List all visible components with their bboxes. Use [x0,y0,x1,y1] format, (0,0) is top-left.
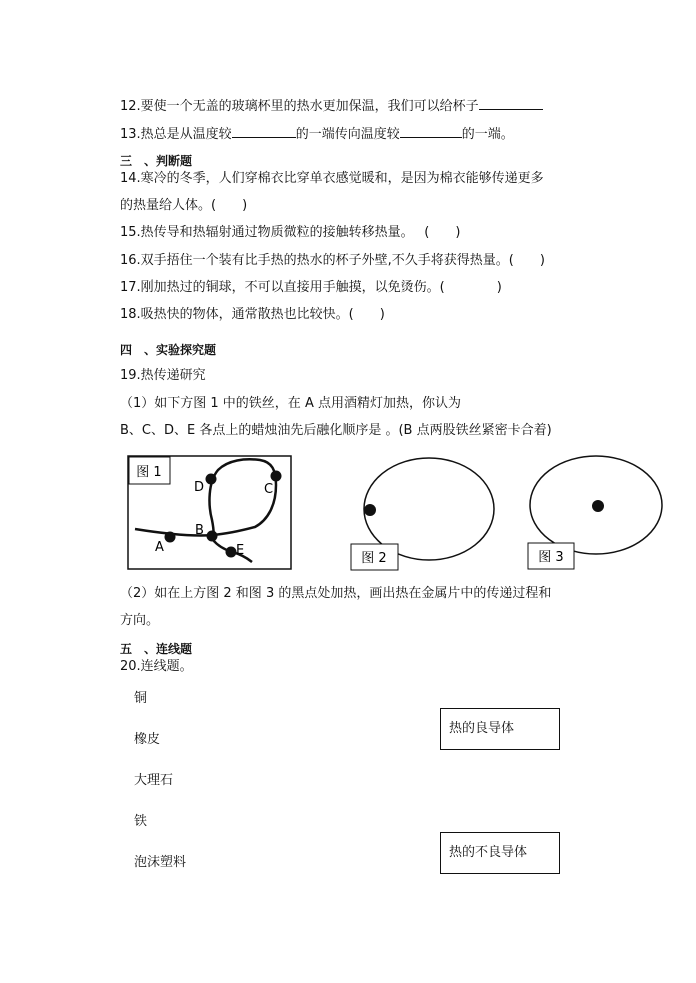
question-18: 18.吸热快的物体，通常散热也比较快。( ) [120,307,385,322]
figure-3-heat-dot [592,500,604,512]
good-conductor-box[interactable]: 热的良导体 [440,708,560,750]
point-b-dot [207,531,218,542]
point-e-dot [226,547,237,558]
section-5-heading: 五 、连线题 [120,642,193,656]
match-item-iron[interactable]: 铁 [134,814,148,829]
question-13-part3: 的一端。 [461,127,514,142]
figure-3 [528,456,662,569]
question-13-part2: 的一端传向温度较 [295,127,400,142]
question-14-line1: 14.寒冷的冬季，人们穿棉衣比穿单衣感觉暖和，是因为棉衣能够传递更多 [120,171,544,186]
question-19: 19.热传递研究 [120,368,206,383]
match-item-eraser[interactable]: 橡皮 [134,732,161,747]
match-item-marble[interactable]: 大理石 [134,773,174,788]
question-13-part1: 13.热总是从温度较 [120,127,232,142]
figure-2-label: 图 2 [361,551,387,566]
poor-conductor-box[interactable]: 热的不良导体 [440,832,560,874]
point-a-label: A [155,540,164,555]
question-19-2-line1: （2）如在上方图 2 和图 3 的黑点处加热，画出热在金属片中的传递过程和 [120,586,552,601]
question-12-text: 12.要使一个无盖的玻璃杯里的热水更加保温，我们可以给杯子 [120,99,479,114]
figure-3-label: 图 3 [538,550,564,565]
question-19-2-line2: 方向。 [120,613,160,628]
question-19-1-line2: B、C、D、E 各点上的蜡烛油先后融化顺序是 。(B 点两股铁丝紧密卡合着) [120,423,552,438]
point-b-label: B [195,523,204,538]
point-a-dot [165,532,176,543]
point-c-label: C [264,482,274,497]
figure-1-label: 图 1 [136,465,162,480]
section-3-heading: 三 、判断题 [120,154,193,168]
point-c-dot [271,471,282,482]
question-16: 16.双手捂住一个装有比手热的热水的杯子外壁,不久手将获得热量。( ) [120,253,545,268]
point-d-dot [206,474,217,485]
figure-2 [351,458,494,570]
point-e-label: E [236,543,245,558]
question-15: 15.热传导和热辐射通过物质微粒的接触转移热量。 ( ) [120,225,461,240]
match-item-foam[interactable]: 泡沫塑料 [134,855,187,870]
section-4-heading: 四 、实验探究题 [120,343,217,357]
question-17: 17.刚加热过的铜球，不可以直接用手触摸，以免烫伤。( ) [120,280,502,295]
question-20: 20.连线题。 [120,659,193,674]
figure-1 [128,456,291,569]
question-19-1-line1: （1）如下方图 1 中的铁丝，在 A 点用酒精灯加热，你认为 [120,396,461,411]
question-14-line2: 的热量给人体。( ) [120,198,248,213]
match-item-copper[interactable]: 铜 [134,691,148,706]
point-d-label: D [194,480,205,495]
figure-2-heat-dot [364,504,376,516]
